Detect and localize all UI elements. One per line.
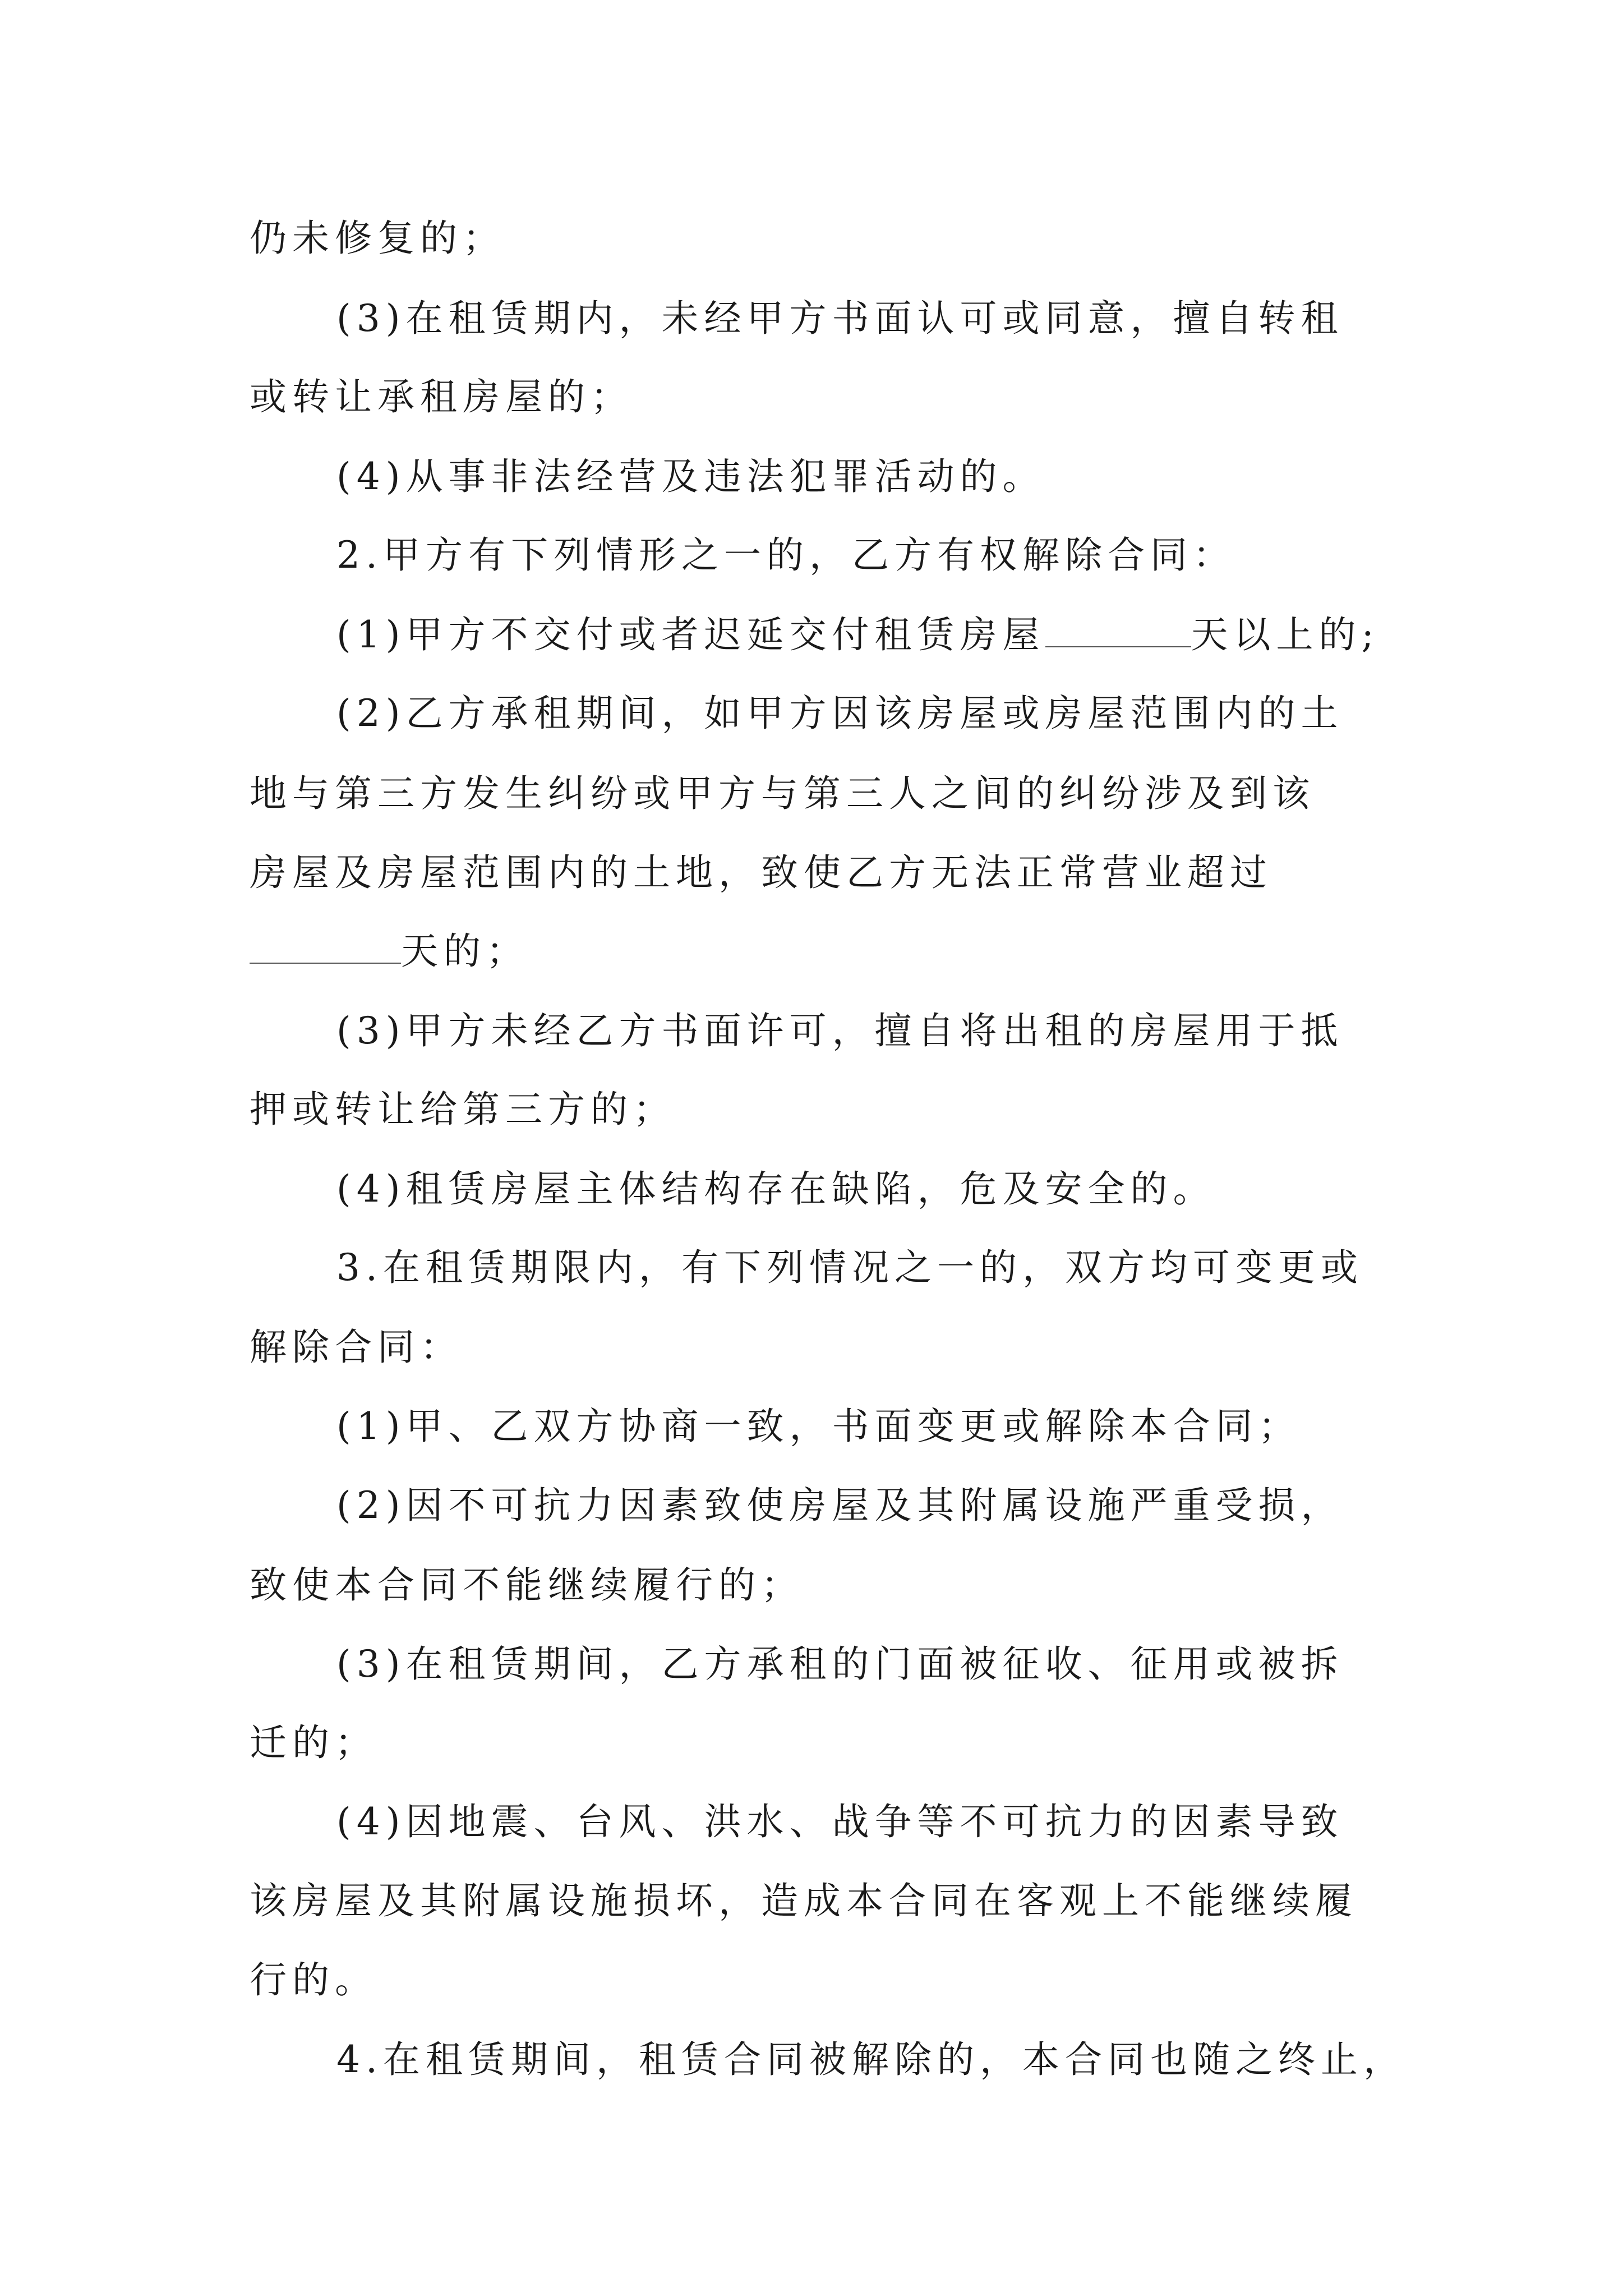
text-segment: 天以上的; <box>1191 613 1380 656</box>
text-line: 解除合同： <box>250 1326 463 1369</box>
text-line: (4)租赁房屋主体结构存在缺陷，危及安全的。 <box>336 1167 1216 1211</box>
text-line <box>250 923 529 979</box>
text-segment: (1)甲方不交付或者迟延交付租赁房屋 <box>336 613 1045 656</box>
text-line: (4)因地震、台风、洪水、战争等不可抗力的因素导致 <box>336 1800 1344 1843</box>
text-line: (2)乙方承租期间，如甲方因该房屋或房屋范围内的土 <box>336 692 1344 735</box>
text-line: 或转让承租房屋的； <box>250 375 633 418</box>
fill-in-blank <box>1045 614 1191 647</box>
text-line: (1)甲、乙双方协商一致，书面变更或解除本合同； <box>336 1405 1301 1448</box>
text-line: 迁的； <box>250 1721 377 1764</box>
text-line: 仍未修复的； <box>250 217 505 260</box>
fill-in-blank <box>250 930 401 964</box>
text-segment: 天的； <box>401 930 529 973</box>
text-line: 3.在租赁期限内，有下列情况之一的，双方均可变更或 <box>336 1246 1363 1289</box>
text-line: (2)因不可抗力因素致使房屋及其附属设施严重受损， <box>336 1484 1344 1527</box>
text-line: 2.甲方有下列情形之一的，乙方有权解除合同： <box>336 533 1235 577</box>
text-line: (3)在租赁期间，乙方承租的门面被征收、征用或被拆 <box>336 1642 1344 1686</box>
text-line: 押或转让给第三方的； <box>250 1088 676 1131</box>
text-line: (3)在租赁期内，未经甲方书面认可或同意，擅自转租 <box>336 297 1344 340</box>
text-line: 地与第三方发生纠纷或甲方与第三人之间的纠纷涉及到该 <box>250 772 1315 815</box>
text-line: 致使本合同不能继续履行的； <box>250 1563 804 1607</box>
text-line: 房屋及房屋范围内的土地，致使乙方无法正常营业超过 <box>250 851 1272 894</box>
text-line: 行的。 <box>250 1958 377 2001</box>
text-line: 4.在租赁期间，租赁合同被解除的，本合同也随之终止， <box>336 2038 1406 2081</box>
text-line: (4)从事非法经营及违法犯罪活动的。 <box>336 455 1045 498</box>
text-line: (3)甲方未经乙方书面许可，擅自将出租的房屋用于抵 <box>336 1009 1344 1052</box>
text-line: 该房屋及其附属设施损坏，造成本合同在客观上不能继续履 <box>250 1879 1358 1922</box>
text-line <box>336 607 1380 663</box>
